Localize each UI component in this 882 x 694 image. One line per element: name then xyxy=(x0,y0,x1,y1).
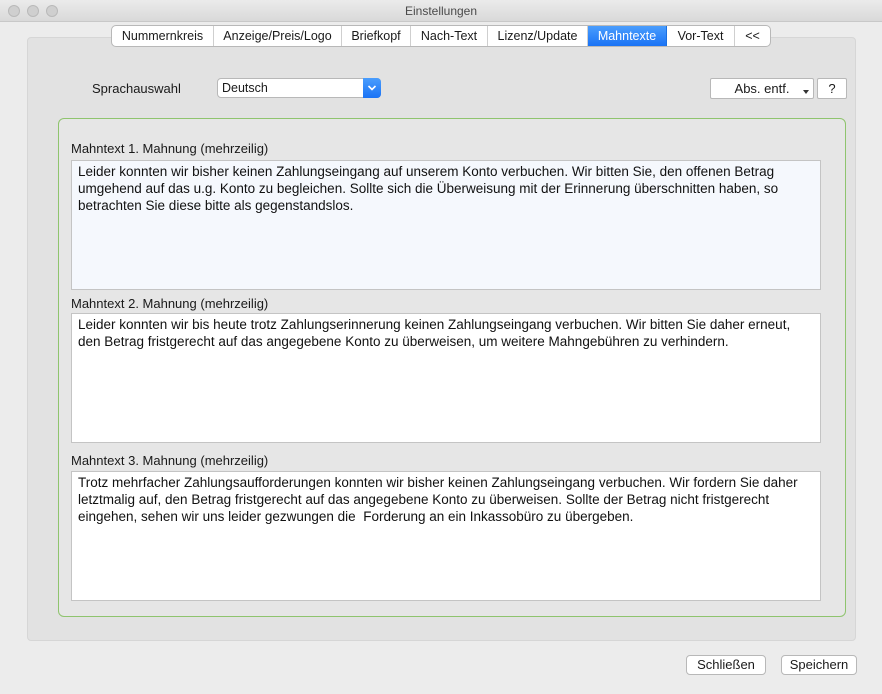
language-select[interactable] xyxy=(217,78,381,98)
tab-nach-text[interactable]: Nach-Text xyxy=(411,26,488,46)
mahntext-2-label: Mahntext 2. Mahnung (mehrzeilig) xyxy=(71,296,269,311)
remove-sender-button[interactable] xyxy=(710,78,814,99)
tab-briefkopf[interactable]: Briefkopf xyxy=(342,26,411,46)
tab-nummernkreis[interactable]: Nummernkreis xyxy=(112,26,214,46)
tab-bar xyxy=(111,25,771,47)
close-button[interactable]: Schließen xyxy=(686,655,766,675)
tab-back[interactable]: << xyxy=(745,29,760,43)
mahntext-3-textarea[interactable]: Trotz mehrfacher Zahlungsaufforderungen konnten wir bisher keinen Zahlungseingang verbuchen. Wir fordern Sie daher letztmalig auf, den Betrag fristgerecht auf das angegebene Konto zu überweisen. Sollte der Betrag nicht fristgerecht eingehen, sehen wir uns leider gezwungen die Forderung an ein Inkassobüro zu übergeben. xyxy=(71,471,821,601)
title-bar xyxy=(0,0,882,22)
chevron-down-icon[interactable] xyxy=(363,78,381,98)
window-title: Einstellungen xyxy=(404,4,478,18)
tab-mahntexte[interactable]: Mahntexte xyxy=(588,26,667,46)
remove-sender-label: Abs. entf. xyxy=(734,81,790,96)
tab-lizenz-update[interactable]: Lizenz/Update xyxy=(488,26,588,46)
mahntext-1-textarea[interactable]: Leider konnten wir bisher keinen Zahlungseingang auf unserem Konto verbuchen. Wir bitten Sie, den offenen Betrag umgehend auf das u.g. Konto zu begleichen. Sollte sich die Überweisung mit der Erinnerung überschnitten haben, so betrachten Sie diese bitte als gegenstandslos. xyxy=(71,160,821,290)
mahntext-2-textarea[interactable]: Leider konnten wir bis heute trotz Zahlungserinnerung keinen Zahlungseingang verbuchen. Wir bitten Sie daher erneut, den Betrag fristgerecht auf das angegebene Konto zu überweisen, um weitere Mahngebühren zu verhindern. xyxy=(71,313,821,443)
tab-anzeige-preis-logo[interactable]: Anzeige/Preis/Logo xyxy=(214,26,342,46)
caret-down-icon xyxy=(803,90,809,94)
help-button[interactable]: ? xyxy=(817,78,847,99)
tab-vor-text[interactable]: Vor-Text xyxy=(667,26,735,46)
language-select-value: Deutsch xyxy=(222,81,268,95)
mahntext-1-label: Mahntext 1. Mahnung (mehrzeilig) xyxy=(71,141,269,156)
language-label: Sprachauswahl xyxy=(92,81,181,96)
save-button[interactable]: Speichern xyxy=(781,655,857,675)
mahntext-3-label: Mahntext 3. Mahnung (mehrzeilig) xyxy=(71,453,269,468)
